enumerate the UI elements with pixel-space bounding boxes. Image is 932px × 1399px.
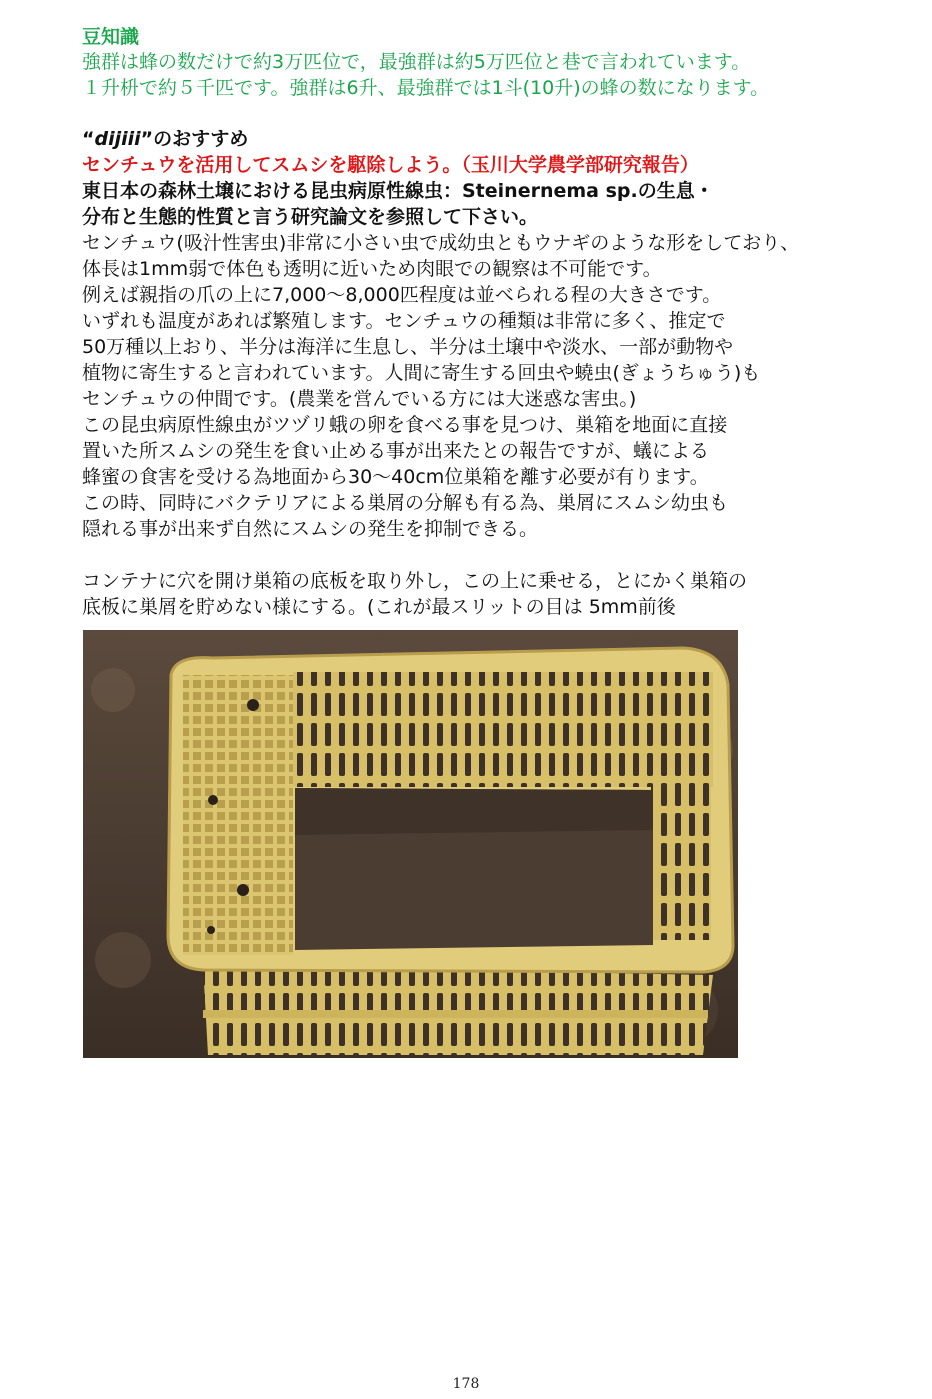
red-title: センチュウを活用してスムシを駆除しよう。（玉川大学農学部研究報告） — [82, 154, 699, 176]
body-line: センチュウ(吸汁性害虫)非常に小さい虫で成幼虫ともウナギのような形をしており、 — [82, 232, 800, 254]
page-number: 178 — [452, 1376, 480, 1392]
tip-line-2: １升枡で約５千匹です。強群は6升、最強群では1斗(10升)の蜂の数になります。 — [82, 77, 770, 99]
paper-line-1: 東日本の森林土壌における昆虫病原性線虫：Steinernema sp.の生息・ — [82, 180, 714, 202]
author-name: dijiii — [94, 128, 141, 150]
body-line: 50万種以上おり、半分は海洋に生息し、半分は土壌中や淡水、一部が動物や — [82, 336, 734, 358]
recommend-suffix: のおすすめ — [153, 128, 249, 150]
crate-photo — [83, 630, 738, 1058]
container-line-2 — [82, 594, 676, 620]
recommend-heading: “dijiii”のおすすめ — [82, 128, 249, 150]
paper-line-2: 分布と生態的性質と言う研究論文を参照して下さい。 — [82, 206, 539, 228]
body-line: 植物に寄生すると言われています。人間に寄生する回虫や蟯虫(ぎょうちゅう)も — [82, 362, 761, 384]
body-line: この昆虫病原性線虫がツヅリ蛾の卵を食べる事を見つけ、巣箱を地面に直接 — [82, 414, 728, 436]
container-line-2-text: 底板に巣屑を貯めない様にする。(これが最 — [82, 596, 451, 618]
body-line: 体長は1mm弱で体色も透明に近いため肉眼での観察は不可能です。 — [82, 258, 662, 280]
body-line: この時、同時にバクテリアによる巣屑の分解も有る為、巣屑にスムシ幼虫も — [82, 492, 729, 514]
body-line: 隠れる事が出来ず自然にスムシの発生を抑制できる。 — [82, 518, 539, 540]
tip-line-1: 強群は蜂の数だけで約3万匹位で，最強群は約5万匹位と巷で言われています。 — [82, 51, 751, 73]
slit-caption: スリットの目は 5mm前後 — [450, 596, 676, 618]
container-line-1: コンテナに穴を開け巣箱の底板を取り外し，この上に乗せる，とにかく巣箱の — [82, 570, 748, 592]
body-line: 例えば親指の爪の上に7,000〜8,000匹程度は並べられる程の大きさです。 — [82, 284, 722, 306]
body-line: 置いた所スムシの発生を食い止める事が出来たとの報告ですが、蟻による — [82, 440, 710, 462]
body-line: いずれも温度があれば繁殖します。センチュウの種類は非常に多く、推定で — [82, 310, 726, 332]
crate-illustration — [83, 630, 738, 1058]
body-line: センチュウの仲間です。(農業を営んでいる方には大迷惑な害虫。) — [82, 388, 637, 410]
body-line: 蜂蜜の食害を受ける為地面から30〜40cm位巣箱を離す必要が有ります。 — [82, 466, 709, 488]
tip-heading: 豆知識 — [82, 26, 140, 48]
